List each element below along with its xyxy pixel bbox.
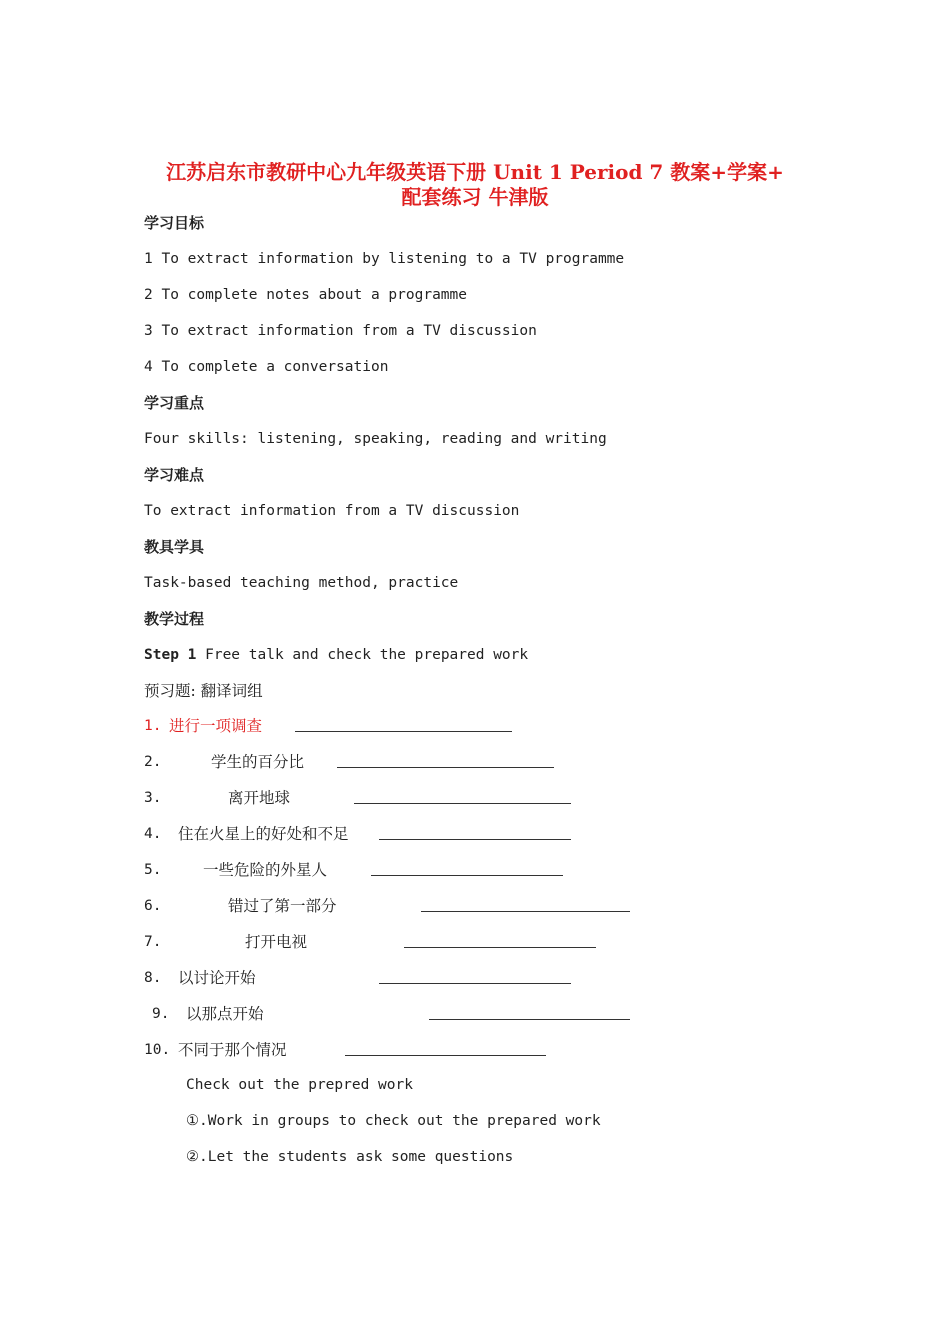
phrase-text: 打开电视 [245, 933, 308, 951]
phrase-number: 10. [144, 1042, 171, 1058]
phrase-number: 7. [144, 934, 162, 950]
phrase-text: 不同于那个情况 [178, 1041, 287, 1059]
answer-blank[interactable] [371, 875, 563, 876]
answer-blank[interactable] [337, 767, 554, 768]
phrase-number: 9. [152, 1006, 170, 1022]
answer-blank[interactable] [404, 947, 596, 948]
answer-blank[interactable] [295, 731, 512, 732]
phrase-text: 住在火星上的好处和不足 [178, 825, 349, 843]
objective-item: 1 To extract information by listening to a TV programme [144, 251, 625, 267]
key-points-text: Four skills: listening, speaking, reading and writing [144, 431, 607, 447]
check-heading: Check out the prepred work [186, 1077, 413, 1093]
step-label: Step 1 [144, 647, 197, 663]
phrase-number: 4. [144, 826, 162, 842]
phrase-number: 5. [144, 862, 162, 878]
phrase-text: 一些危险的外星人 [203, 861, 328, 879]
phrase-text: 学生的百分比 [211, 753, 305, 771]
objective-item: 4 To complete a conversation [144, 359, 389, 375]
phrase-text: 以讨论开始 [178, 969, 256, 987]
step-1-line [144, 646, 528, 664]
answer-blank[interactable] [421, 911, 630, 912]
phrase-text: 以那点开始 [186, 1005, 264, 1023]
document-title-line-1: 江苏启东市教研中心九年级英语下册 Unit 1 Period 7 教案+学案+ [166, 160, 784, 184]
phrase-number: 2. [144, 754, 162, 770]
answer-blank[interactable] [379, 839, 571, 840]
phrase-text: 离开地球 [228, 789, 291, 807]
phrase-number: 6. [144, 898, 162, 914]
answer-blank[interactable] [345, 1055, 546, 1056]
check-item: ①.Work in groups to check out the prepared work [186, 1113, 601, 1129]
key-points-heading: 学习重点 [144, 394, 205, 412]
step-text: Free talk and check the prepared work [196, 647, 529, 663]
answer-blank[interactable] [429, 1019, 630, 1020]
objective-item: 3 To extract information from a TV discussion [144, 323, 537, 339]
document-title-line-2: 配套练习 牛津版 [401, 185, 549, 209]
difficulties-heading: 学习难点 [144, 466, 205, 484]
answer-blank[interactable] [354, 803, 571, 804]
answer-blank[interactable] [379, 983, 571, 984]
check-item: ②.Let the students ask some questions [186, 1149, 514, 1165]
preview-label: 预习题: 翻译词组 [144, 682, 263, 700]
phrase-number: 3. [144, 790, 162, 806]
phrase-text: 进行一项调查 [169, 717, 263, 735]
tools-heading: 教具学具 [144, 538, 205, 556]
objective-item: 2 To complete notes about a programme [144, 287, 468, 303]
tools-text: Task-based teaching method, practice [144, 575, 459, 591]
objectives-heading: 学习目标 [144, 214, 205, 232]
difficulties-text: To extract information from a TV discussion [144, 503, 520, 519]
process-heading: 教学过程 [144, 610, 205, 628]
phrase-number: 8. [144, 970, 162, 986]
phrase-text: 错过了第一部分 [228, 897, 337, 915]
phrase-number: 1. [144, 718, 162, 734]
